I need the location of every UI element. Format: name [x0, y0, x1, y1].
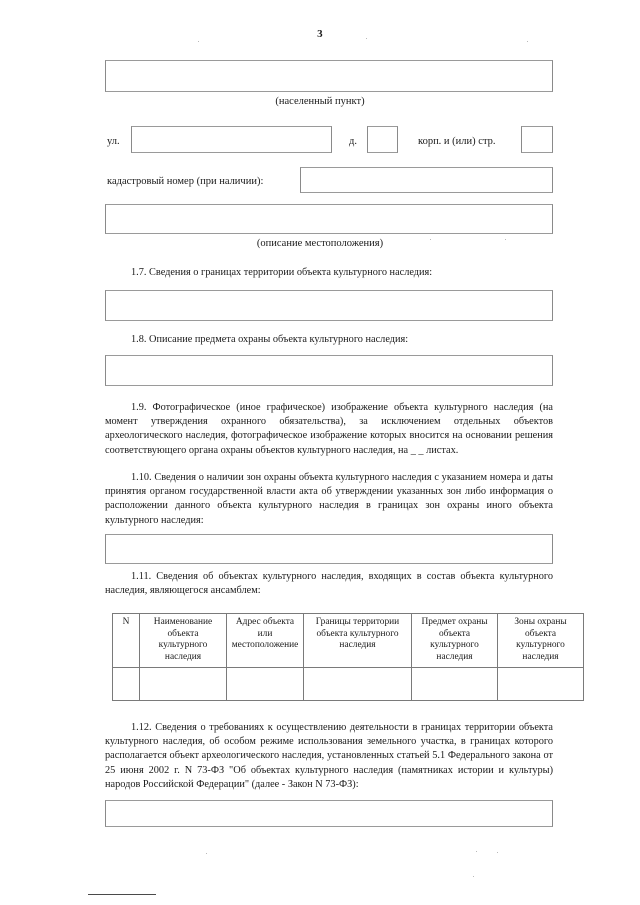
table-header-cell-name: Наименование объекта культурного наследия	[140, 614, 227, 668]
scan-speck	[505, 239, 506, 240]
scan-speck	[366, 38, 367, 39]
scan-speck	[198, 41, 199, 42]
table-header-cell-subject: Предмет охраны объекта культурного наследия	[412, 614, 498, 668]
scan-speck	[497, 852, 498, 853]
house-field[interactable]	[367, 126, 398, 153]
cadastral-label: кадастровый номер (при наличии):	[107, 176, 264, 187]
building-label: корп. и (или) стр.	[418, 136, 496, 147]
footnote-separator	[88, 894, 156, 895]
scan-speck	[476, 851, 477, 852]
table-cell-n[interactable]	[113, 668, 140, 701]
section-1-8-text: 1.8. Описание предмета охраны объекта культурного наследия:	[131, 334, 409, 345]
table-header-cell-address: Адрес объекта или местоположение	[227, 614, 304, 668]
table-cell-address[interactable]	[227, 668, 304, 701]
house-label: д.	[349, 136, 357, 147]
location-caption: (описание местоположения)	[256, 238, 384, 249]
scan-speck	[473, 876, 474, 877]
scan-speck	[430, 239, 431, 240]
cadastral-field[interactable]	[300, 167, 553, 193]
section-1-8-field[interactable]	[105, 355, 553, 386]
section-1-12-text: 1.12. Сведения о требованиях к осуществлению деятельности в границах территории объекта культурного наследия, об особом режиме использования земельного участка, в границах которого располагается объект археологического наследия, установленных статьей 5.1 Федерального закона от 25 июня 2002 г. N 73-ФЗ "Об объектах культурного наследия (памятниках истории и культуры) народов Российской Федерации" (далее - Закон N 73-ФЗ):	[105, 722, 553, 790]
section-1-9-text: 1.9. Фотографическое (иное графическое) изображение объекта культурного наследия (на момент утверждения охранного обязательства), за исключением отдельных объектов археологического наследия, фотографическое изображение которых вносится на основании решения соответствующего органа охраны объектов культурного наследия, на _ _ листах.	[105, 402, 553, 456]
table-header-cell-borders: Границы территории объекта культурного наследия	[304, 614, 412, 668]
location-field[interactable]	[105, 204, 553, 234]
section-1-7-field[interactable]	[105, 290, 553, 321]
settlement-caption: (населенный пункт)	[275, 96, 365, 107]
scan-speck	[206, 853, 207, 854]
table-header-row	[113, 614, 584, 668]
street-field[interactable]	[131, 126, 332, 153]
street-label: ул.	[107, 136, 120, 147]
scan-speck	[527, 41, 528, 42]
section-1-7-text: 1.7. Сведения о границах территории объекта культурного наследия:	[131, 267, 433, 278]
settlement-field[interactable]	[105, 60, 553, 92]
section-1-12-field[interactable]	[105, 800, 553, 827]
section-1-10-field[interactable]	[105, 534, 553, 564]
table-cell-name[interactable]	[140, 668, 227, 701]
table-header-cell-n: N	[113, 614, 140, 668]
ensemble-objects-table	[112, 613, 584, 701]
table-cell-subject[interactable]	[412, 668, 498, 701]
table-cell-borders[interactable]	[304, 668, 412, 701]
building-field[interactable]	[521, 126, 553, 153]
table-row[interactable]	[113, 668, 584, 701]
page-number: 3	[317, 28, 323, 40]
table-cell-zones[interactable]	[498, 668, 584, 701]
table-header-cell-zones: Зоны охраны объекта культурного наследия	[498, 614, 584, 668]
section-1-11-text: 1.11. Сведения об объектах культурного наследия, входящих в состав объекта культурного наследия, являющегося ансамблем:	[105, 571, 553, 597]
section-1-10-text: 1.10. Сведения о наличии зон охраны объекта культурного наследия с указанием номера и даты принятия органом государственной власти акта об утверждении указанных зон либо информация о расположении данного объекта культурного наследия в границах зон охраны иного объекта культурного наследия:	[105, 472, 553, 526]
